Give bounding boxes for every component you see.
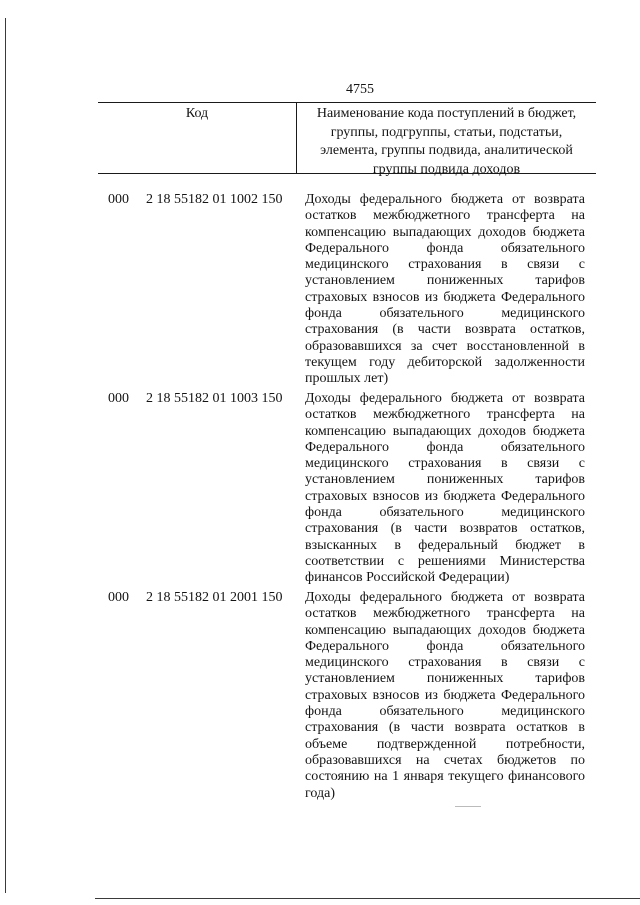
row-admin-code: 000	[108, 391, 129, 406]
row-admin-code: 000	[108, 192, 129, 207]
row-income-name: Доходы федерального бюджета от возврата остатков межбюджетного трансферта на компенсацию выпадающих доходов бюджета Федерального фонда обязательного медицинского страхования в связи с установлением пониженных тарифов страховых взносов из бюджета Федерального фонда обязательного медицинского страхования (в части возврата остатков в объеме подтвержденной потребности, образовавшихся на счетах бюджетов по состоянию на 1 января текущего финансового года)	[305, 590, 585, 801]
page-number: 4755	[346, 82, 374, 97]
row-income-name: Доходы федерального бюджета от возврата остатков межбюджетного трансферта на компенсацию выпадающих доходов бюджета Федерального фонда обязательного медицинского страхования в связи с установлением пониженных тарифов страховых взносов из бюджета Федерального фонда обязательного медицинского страхования (в части возврата остатков, образовавшихся за счет восстановленной в текущем году дебиторской задолженности прошлых лет)	[305, 192, 585, 387]
header-code-column: Код	[98, 103, 297, 173]
scan-mark	[455, 806, 481, 807]
row-income-code: 2 18 55182 01 2001 150	[146, 590, 283, 605]
row-income-code: 2 18 55182 01 1002 150	[146, 192, 283, 207]
row-admin-code: 000	[108, 590, 129, 605]
row-income-name: Доходы федерального бюджета от возврата остатков межбюджетного трансферта на компенсацию выпадающих доходов бюджета Федерального фонда обязательного медицинского страхования в связи с установлением пониженных тарифов страховых взносов из бюджета Федерального фонда обязательного медицинского страхования (в части возвратов остатков, взысканных в федеральный бюджет в соответствии с решениями Министерства финансов Российской Федерации)	[305, 391, 585, 586]
header-name-column: Наименование кода поступлений в бюджет, группы, подгруппы, статьи, подстатьи, элемента, группы подвида, аналитической группы подвида доходов	[316, 106, 577, 177]
page-left-edge	[5, 18, 6, 893]
row-income-code: 2 18 55182 01 1003 150	[146, 391, 283, 406]
page-bottom-edge	[95, 898, 640, 899]
table-header	[98, 102, 596, 177]
